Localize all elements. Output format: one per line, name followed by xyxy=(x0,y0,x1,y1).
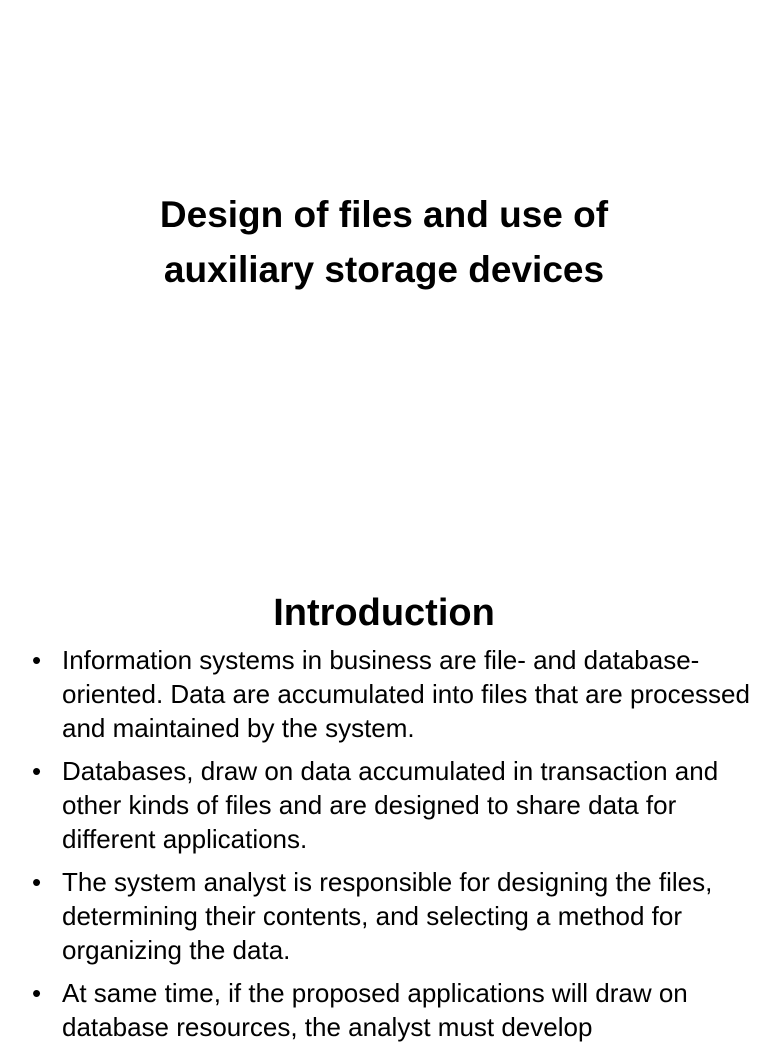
bullet-list xyxy=(30,643,750,1053)
slide-title-heading xyxy=(0,187,768,297)
bullet-text: The system analyst is responsible for designing the files, determining their contents, and selecting a method for organizing the data. xyxy=(62,867,713,965)
bullet-icon: • xyxy=(32,645,42,675)
bullet-text: Databases, draw on data accumulated in transaction and other kinds of files and are designed to share data for different applications. xyxy=(62,756,719,854)
bullet-item xyxy=(30,976,750,1044)
slide-introduction xyxy=(0,576,768,1042)
bullet-text: Information systems in business are file- and database-oriented. Data are accumulated into files that are processed and maintained by the system. xyxy=(62,645,750,743)
bullet-text: At same time, if the proposed applications will draw on database resources, the analyst must develop xyxy=(62,978,688,1042)
bullet-icon: • xyxy=(32,978,42,1008)
bullet-icon: • xyxy=(32,756,42,786)
introduction-heading: Introduction xyxy=(273,592,495,634)
bullet-item xyxy=(30,754,750,856)
title-line-1: Design of files and use of xyxy=(159,194,609,235)
bullet-item xyxy=(30,865,750,967)
title-line-2: auxiliary storage devices xyxy=(163,249,605,290)
bullet-item xyxy=(30,643,750,745)
bullet-icon: • xyxy=(32,867,42,897)
